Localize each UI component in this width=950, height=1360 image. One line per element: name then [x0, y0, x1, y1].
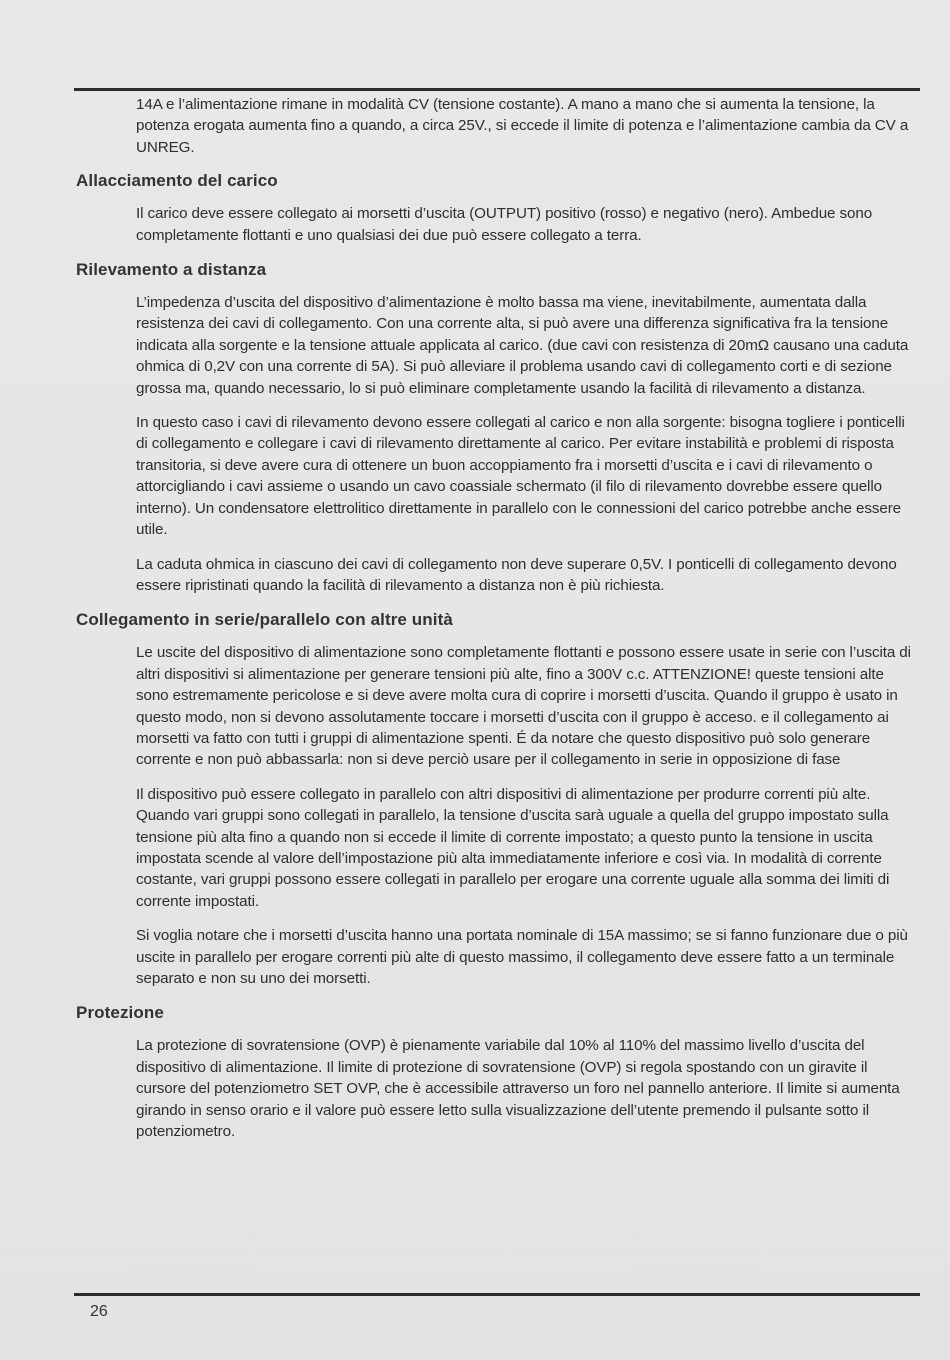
heading-rilevamento: Rilevamento a distanza	[76, 260, 267, 280]
paragraph: In questo caso i cavi di rilevamento devono essere collegati al carico e non alla sorgente: bisogna togliere i ponticelli di collegamento e collegare i cavi di rilevamento direttamente al carico. Per evitare instabilità e problemi di risposta transitoria, si deve avere cura di ottenere un buon accoppiamento fra i morsetti d’uscita e i cavi di rilevamento o attorcigliando i cavi assieme o usando un cavo coassiale schermato (il filo di rilevamento dovrebbe essere quello interno). Un condensatore elettrolitico direttamente in parallelo con le connessioni del carico potrebbe anche essere utile.	[136, 414, 905, 539]
heading-collegamento: Collegamento in serie/parallelo con altre unità	[76, 610, 453, 630]
top-rule	[74, 88, 920, 91]
paragraph: Il carico deve essere collegato ai morsetti d’uscita (OUTPUT) positivo (rosso) e negativo (nero). Ambedue sono completamente flottanti e uno qualsiasi dei due può essere collegato a terra.	[136, 205, 873, 244]
paragraph: L’impedenza d’uscita del dispositivo d’alimentazione è molto bassa ma viene, inevitabilmente, aumentata dalla resistenza dei cavi di collegamento. Con una corrente alta, si può avere una differenza significativa fra la tensione indicata alla sorgente e la tensione attuale applicata al carico. (due cavi con resistenza di 20mΩ causano una caduta ohmica di 0,2V con una corrente di 5A). Si può alleviare il problema usando cavi di collegamento corti e di sezione grossa ma, quando necessario, lo si può eliminare completamente usando la facilità di rilevamento a distanza.	[136, 294, 909, 397]
page-number: 26	[90, 1303, 108, 1320]
paragraph: Le uscite del dispositivo di alimentazione sono completamente flottanti e possono essere usate in serie con l’uscita di altri dispositivi si alimentazione per generare tensioni più alte, fino a 300V c.c. ATTENZIONE! queste tensioni alte sono estremamente pericolose e si deve avere molta cura di coprire i morsetti d’uscita. Quando il gruppo è usato in questo modo, non si devono assolutamente toccare i morsetti d’uscita con il gruppo è acceso. e il collegamento ai morsetti va fatto con tutti i gruppi di alimentazione spenti. É da notare che questo dispositivo può solo generare corrente e non può abbassarla: non si deve perciò usare per il collegamento in serie in opposizione di fase	[136, 644, 911, 769]
heading-protezione: Protezione	[76, 1003, 164, 1023]
paragraph: Si voglia notare che i morsetti d’uscita hanno una portata nominale di 15A massimo; se si fanno funzionare due o più uscite in parallelo per erogare correnti più alte di questo massimo, il collegamento deve essere fatto a un terminale separato e non su uno dei morsetti.	[136, 927, 908, 987]
paragraph: La caduta ohmica in ciascuno dei cavi di collegamento non deve superare 0,5V. I ponticelli di collegamento devono essere ripristinati quando la facilità di rilevamento a distanza non è più richiesta.	[136, 555, 897, 594]
heading-allacciamento: Allacciamento del carico	[76, 171, 278, 191]
paragraph: Il dispositivo può essere collegato in parallelo con altri dispositivi di alimentazione per produrre correnti più alte. Quando vari gruppi sono collegati in parallelo, la tensione d’uscita sarà uguale a quella del gruppo impostato sulla tensione più alta fino a quando non si eccede il limite di corrente impostato; a questo punto la tensione in uscita impostata scende al valore dell’impostazione più alta immediatamente inferiore e così via. In modalità di corrente costante, vari gruppi possono essere collegati in parallelo per erogare una corrente uguale alla somma dei limiti di corrente impostati.	[136, 785, 890, 910]
bottom-rule	[74, 1293, 920, 1296]
paragraph: La protezione di sovratensione (OVP) è pienamente variabile dal 10% al 110% del massimo livello d’uscita del dispositivo di alimentazione. Il limite di protezione di sovratensione (OVP) si regola spostando con un giravite il cursore del potenziometro SET OVP, che è accessibile attraverso un foro nel pannello anteriore. Il limite si aumenta girando in senso orario e il valore può essere letto sulla visualizzazione dell’utente premendo il pulsante sotto il potenziometro.	[136, 1037, 900, 1141]
intro-paragraph: 14A e l’alimentazione rimane in modalità CV (tensione costante). A mano a mano che si aumenta la tensione, la potenza erogata aumenta fino a quando, a circa 25V., si eccede il limite di potenza e l’alimentazione cambia da CV a UNREG.	[136, 96, 909, 156]
page-content	[74, 94, 920, 1155]
